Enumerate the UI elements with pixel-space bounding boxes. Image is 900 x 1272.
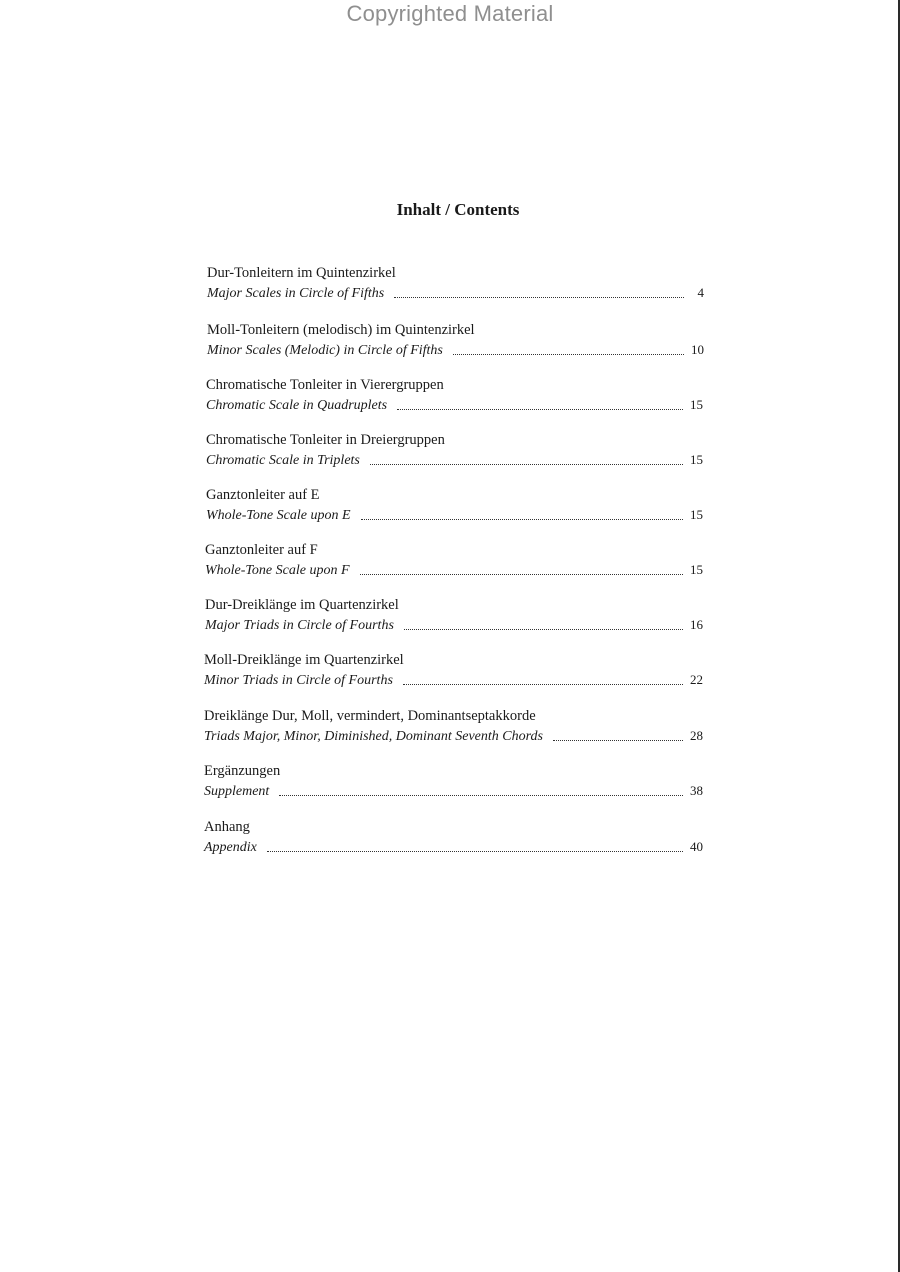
toc-entry bbox=[0, 651, 900, 695]
toc-entry bbox=[0, 596, 900, 640]
dot-leader bbox=[394, 296, 684, 298]
entry-german-title: Dreiklänge Dur, Moll, vermindert, Dominantseptakkorde bbox=[204, 708, 536, 724]
dot-leader bbox=[453, 353, 684, 355]
entry-german-title: Ganztonleiter auf F bbox=[205, 542, 318, 558]
entry-german-title: Dur-Dreiklänge im Quartenzirkel bbox=[205, 597, 399, 613]
entry-english-line bbox=[205, 561, 703, 579]
toc-entry bbox=[0, 707, 900, 751]
page-title: Inhalt / Contents bbox=[396, 200, 520, 219]
toc-entry bbox=[0, 818, 900, 862]
entry-english-line bbox=[206, 396, 703, 414]
entry-german-title: Chromatische Tonleiter in Dreiergruppen bbox=[206, 432, 445, 448]
copyright-watermark: Copyrighted Material bbox=[346, 1, 554, 26]
entry-page-number: 28 bbox=[690, 728, 703, 743]
entry-page-number: 38 bbox=[690, 783, 703, 798]
entry-english-line bbox=[204, 727, 703, 745]
entry-german-title: Ergänzungen bbox=[204, 763, 281, 779]
entry-english-title: Triads Major, Minor, Diminished, Dominant Seventh Chords bbox=[204, 729, 543, 744]
entry-english-line bbox=[206, 506, 703, 524]
entry-english-title: Whole-Tone Scale upon E bbox=[206, 508, 351, 523]
dot-leader bbox=[267, 850, 683, 852]
toc-entry bbox=[0, 376, 900, 420]
dot-leader bbox=[279, 794, 683, 796]
toc-entry bbox=[0, 264, 900, 308]
entry-english-line bbox=[204, 782, 703, 800]
entry-page-number: 15 bbox=[690, 452, 703, 467]
entry-english-title: Chromatic Scale in Triplets bbox=[206, 453, 360, 468]
dot-leader bbox=[404, 628, 683, 630]
entry-english-line bbox=[204, 838, 703, 856]
entry-german-title: Moll-Dreiklänge im Quartenzirkel bbox=[204, 652, 404, 668]
entry-page-number: 16 bbox=[690, 617, 703, 632]
entry-english-line bbox=[207, 284, 704, 302]
entry-page-number: 22 bbox=[690, 672, 703, 687]
entry-page-number: 40 bbox=[690, 839, 703, 854]
entry-german-title: Dur-Tonleitern im Quintenzirkel bbox=[207, 265, 396, 281]
entry-page-number: 15 bbox=[690, 507, 703, 522]
entry-english-title: Whole-Tone Scale upon F bbox=[205, 563, 350, 578]
entry-page-number: 15 bbox=[690, 562, 703, 577]
entry-english-line bbox=[205, 616, 703, 634]
dot-leader bbox=[403, 683, 683, 685]
toc-entry bbox=[0, 431, 900, 475]
dot-leader bbox=[360, 573, 683, 575]
entry-german-title: Moll-Tonleitern (melodisch) im Quintenzirkel bbox=[207, 322, 475, 338]
entry-english-title: Minor Triads in Circle of Fourths bbox=[204, 673, 393, 688]
dot-leader bbox=[397, 408, 683, 410]
entry-english-line bbox=[207, 341, 704, 359]
toc-entry bbox=[0, 321, 900, 365]
entry-page-number: 15 bbox=[690, 397, 703, 412]
entry-english-title: Major Scales in Circle of Fifths bbox=[207, 286, 385, 301]
entry-english-title: Supplement bbox=[204, 784, 270, 799]
entry-english-title: Minor Scales (Melodic) in Circle of Fifths bbox=[207, 343, 443, 358]
entry-english-title: Appendix bbox=[204, 840, 257, 855]
entry-german-title: Ganztonleiter auf E bbox=[206, 487, 320, 503]
entry-english-title: Major Triads in Circle of Fourths bbox=[205, 618, 394, 633]
entry-english-title: Chromatic Scale in Quadruplets bbox=[206, 398, 388, 413]
entry-german-title: Chromatische Tonleiter in Vierergruppen bbox=[206, 377, 444, 393]
toc-entry bbox=[0, 541, 900, 585]
entry-english-line bbox=[204, 671, 703, 689]
entry-german-title: Anhang bbox=[204, 819, 250, 835]
dot-leader bbox=[361, 518, 683, 520]
toc-entry bbox=[0, 762, 900, 806]
table-of-contents bbox=[0, 264, 900, 884]
dot-leader bbox=[370, 463, 683, 465]
entry-english-line bbox=[206, 451, 703, 469]
toc-entry bbox=[0, 486, 900, 530]
entry-page-number: 10 bbox=[691, 342, 704, 357]
dot-leader bbox=[553, 739, 683, 741]
entry-page-number: 4 bbox=[697, 285, 704, 300]
